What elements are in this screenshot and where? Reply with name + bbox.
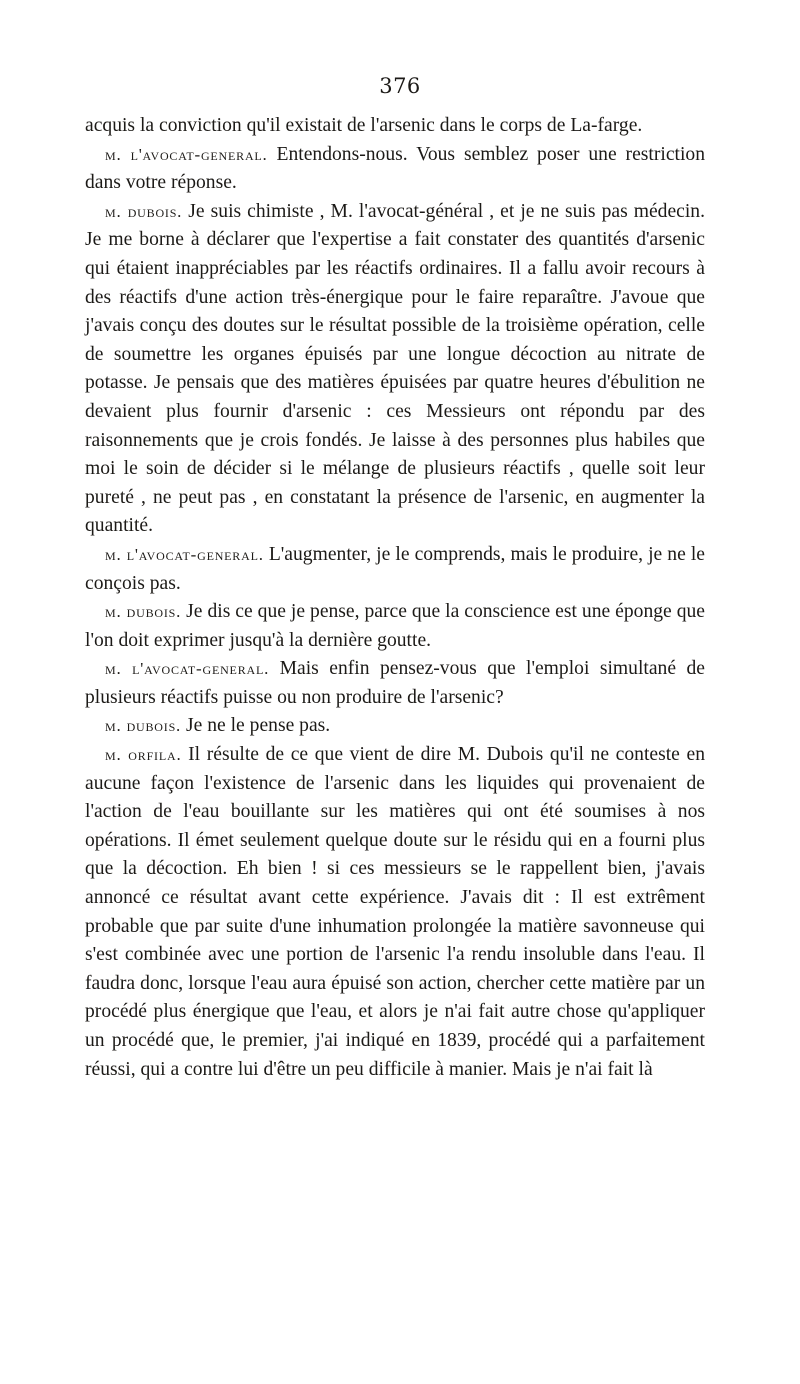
paragraph: [85, 141, 705, 198]
paragraph-text: Mais enfin pensez-vous que l'emploi simultané de plusieurs réactifs puisse ou non produire de l'arsenic?: [85, 658, 705, 708]
paragraph: [85, 598, 705, 655]
speaker-name: m. l'avocat-general.: [105, 544, 264, 564]
paragraph: [85, 655, 705, 712]
paragraph: [85, 712, 705, 741]
speaker-name: m. l'avocat-general.: [105, 659, 270, 679]
speaker-name: m. dubois.: [105, 716, 182, 736]
paragraph: [85, 741, 705, 1084]
speaker-name: m. orfila.: [105, 745, 182, 765]
paragraph-text: L'augmenter, je le comprends, mais le produire, je ne le conçois pas.: [85, 543, 705, 594]
paragraph: [85, 112, 705, 141]
page-number: 376: [379, 74, 421, 98]
paragraph-text: acquis la conviction qu'il existait de l'arsenic dans le corps de La-farge.: [85, 115, 643, 136]
paragraph-text: Je ne le pense pas.: [186, 715, 331, 737]
speaker-name: m. dubois.: [105, 201, 183, 221]
paragraph-text: Je suis chimiste , M. l'avocat-général , et je ne suis pas médecin. Je me borne à déclarer que l'expertise a fait constater des quantités d'arsenic qui étaient inappréciables par les réactifs ordinaires. Il a fallu avoir recours à des réactifs d'une action très-énergique pour le faire reparaître. J'avoue que j'avais conçu des doutes sur le résultat possible de la troisième opération, celle de soumettre les organes épuisés par une longue décoction au nitrate de potasse. Je pensais que des matières épuisées par quatre heures d'ébulition ne devaient plus fournir d'arsenic : ces Messieurs ont répondu par des raisonnements que je crois fondés. Je laisse à des personnes plus habiles que moi le soin de décider si le mélange de plusieurs réactifs , quelle soit leur pureté , ne peut pas , en constatant la présence de l'arsenic, en augmenter la quantité.: [85, 200, 705, 537]
body-text: [85, 112, 705, 1084]
speaker-name: m. dubois.: [105, 602, 182, 622]
paragraph: [85, 198, 705, 541]
paragraph: [85, 541, 705, 598]
paragraph-text: Je dis ce que je pense, parce que la conscience est une éponge que l'on doit exprimer jusqu'à la dernière goutte.: [85, 601, 706, 651]
speaker-name: m. l'avocat-general.: [105, 144, 268, 164]
paragraph-text: Entendons-nous. Vous semblez poser une restriction dans votre réponse.: [85, 143, 705, 194]
paragraph-text: Il résulte de ce que vient de dire M. Dubois qu'il ne conteste en aucune façon l'existence de l'arsenic dans les liquides qui provenaient de l'action de l'eau bouillante sur les matières qui ont été soumises à nos opérations. Il émet seulement quelque doute sur le résidu qui en a fourni plus que la décoction. Eh bien ! si ces messieurs se le rappellent bien, j'avais annoncé ce résultat avant cette expérience. J'avais dit : Il est extrêment probable que par suite d'une inhumation prolongée la matière savonneuse qui s'est combinée avec une portion de l'arsenic l'a rendu insoluble dans l'eau. Il faudra donc, lorsque l'eau aura épuisé son action, chercher cette matière par un procédé plus énergique que l'eau, et alors je n'ai fait autre chose qu'appliquer un procédé que, le premier, j'ai indiqué en 1839, procédé qui a parfaitement réussi, qui a contre lui d'être un peu difficile à manier. Mais je n'ai fait là: [85, 744, 705, 1080]
